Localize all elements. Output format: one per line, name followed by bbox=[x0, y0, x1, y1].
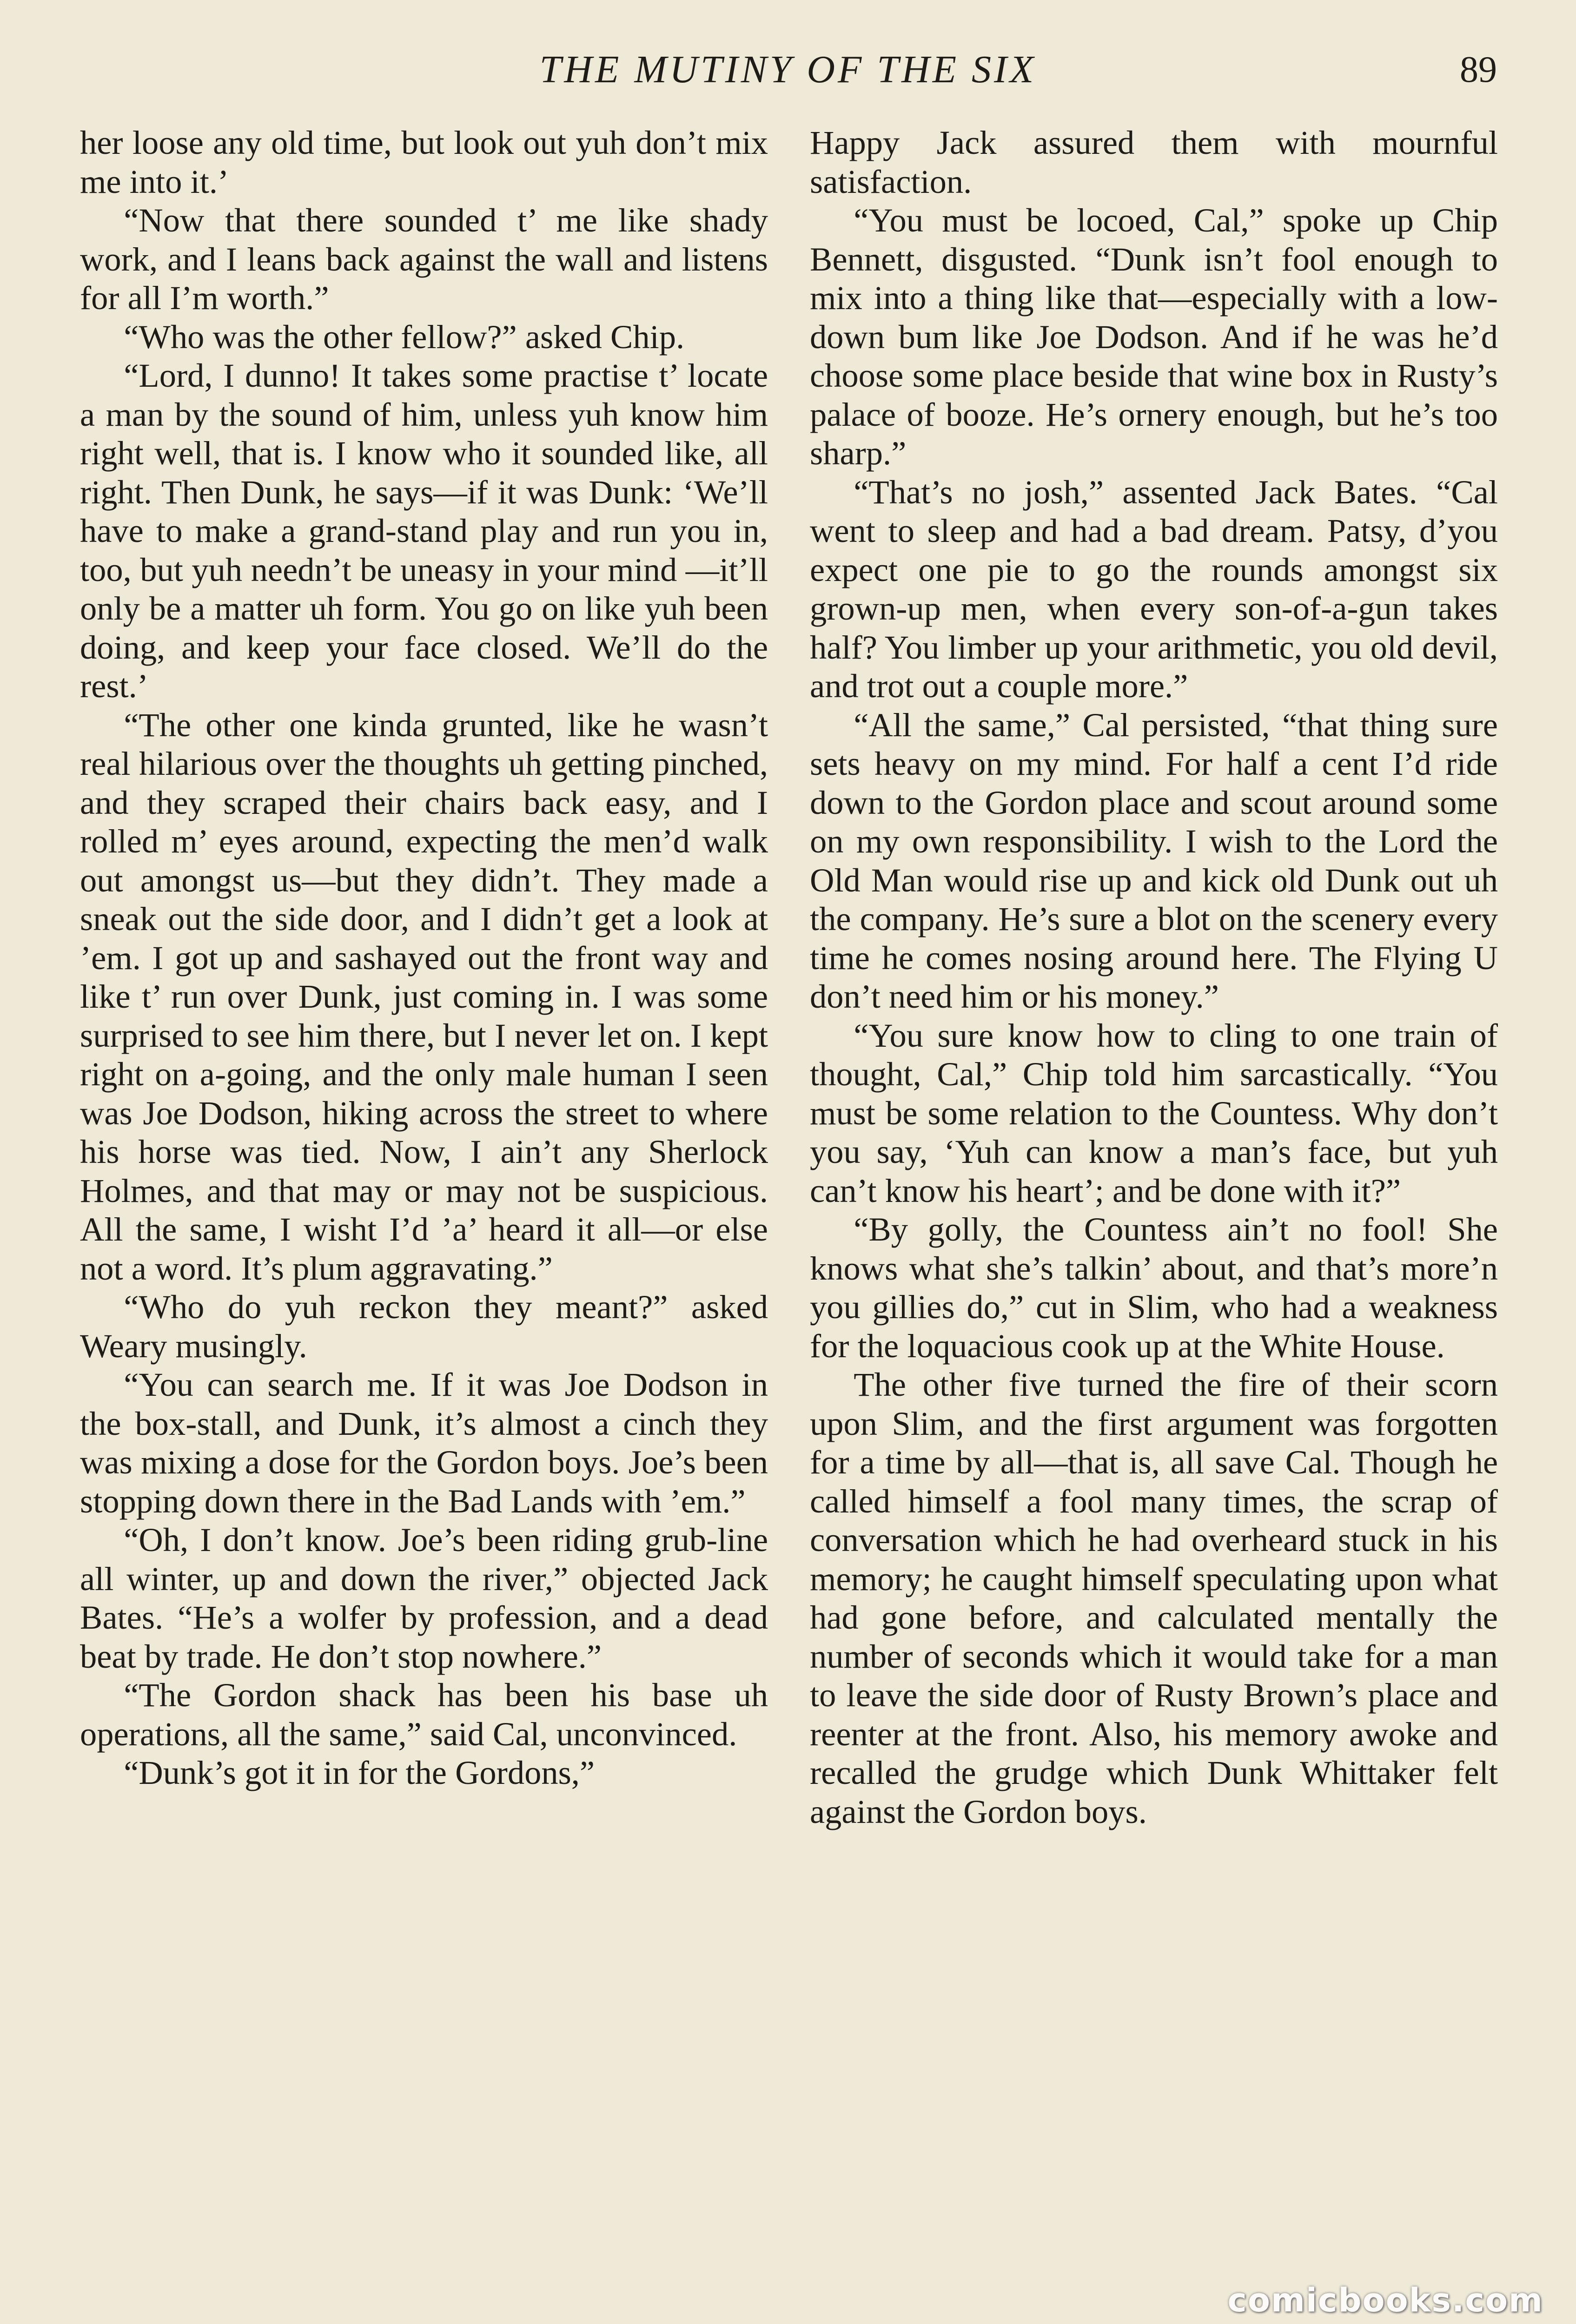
paragraph: “You must be locoed, Cal,” spoke up Chip Bennett, disgusted. “Dunk isn’t fool enough to mix into a thing like that—especially with a low-down bum like Joe Dodson. And if he was he’d choose some place beside that wine box in Rusty’s palace of booze. He’s ornery enough, but he’s too sharp.” bbox=[810, 201, 1498, 472]
paragraph: “You sure know how to cling to one train of thought, Cal,” Chip told him sarcastically. “You must be some relation to the Countess. Why don’t you say, ‘Yuh can know a man’s face, but yuh can’t know his heart’; and be done with it?” bbox=[810, 1016, 1498, 1209]
paragraph: “The Gordon shack has been his base uh operations, all the same,” said Cal, unconvinced. bbox=[80, 1676, 768, 1753]
paragraph: “You can search me. If it was Joe Dodson in the box-stall, and Dunk, it’s almost a cinch they was mixing a dose for the Gordon boys. Joe’s been stopping down there in the Bad Lands with ’em.” bbox=[80, 1366, 768, 1520]
right-column bbox=[810, 123, 1498, 1831]
paragraph: “Dunk’s got it in for the Gordons,” bbox=[124, 1754, 595, 1791]
paragraph: “Lord, I dunno! It takes some practise t’ locate a man by the sound of him, unless yuh know him right well, that is. I know who it sounded like, all right. Then Dunk, he says—if it was Dunk: ‘We’ll have to make a grand-stand play and run you in, too, but yuh needn’t be uneasy in your mind —it’ll only be a matter uh form. You go on like yuh been doing, and keep your face closed. We’ll do the rest.’ bbox=[80, 357, 768, 705]
paragraph: her loose any old time, but look out yuh don’t mix me into it.’ bbox=[80, 124, 768, 200]
paragraph: The other five turned the fire of their scorn upon Slim, and the first argument was forgotten for a time by all—that is, all save Cal. Though he called himself a fool many times, the scrap of conversation which he had overheard stuck in his memory; he caught himself speculating upon what had gone before, and calculated mentally the number of seconds which it would take for a man to leave the side door of Rusty Brown’s place and reenter at the front. Also, his memory awoke and recalled the grudge which Dunk Whittaker felt against the Gordon boys. bbox=[810, 1366, 1498, 1830]
paragraph: Happy Jack assured them with mournful satisfaction. bbox=[810, 124, 1498, 200]
left-column bbox=[80, 123, 768, 1792]
page-number: 89 bbox=[1460, 49, 1497, 90]
paragraph: “Now that there sounded t’ me like shady work, and I leans back against the wall and listens for all I’m worth.” bbox=[80, 201, 768, 317]
paragraph: “By golly, the Countess ain’t no fool! She knows what she’s talkin’ about, and that’s more’n you gillies do,” cut in Slim, who had a weakness for the loquacious cook up at the White House. bbox=[810, 1210, 1498, 1365]
paragraph: “Who was the other fellow?” asked Chip. bbox=[124, 317, 685, 356]
paragraph: “Oh, I don’t know. Joe’s been riding grub-line all winter, up and down the river,” objected Jack Bates. “He’s a wolfer by profession, and a dead beat by trade. He don’t stop nowhere.” bbox=[80, 1521, 768, 1675]
paragraph: “Who do yuh reckon they meant?” asked Weary musingly. bbox=[80, 1288, 768, 1365]
paragraph: “The other one kinda grunted, like he wasn’t real hilarious over the thoughts uh getting pinched, and they scraped their chairs back easy, and I rolled m’ eyes around, expecting the men’d walk out amongst us—but they didn’t. They made a sneak out the side door, and I didn’t get a look at ’em. I got up and sashayed out the front way and like t’ run over Dunk, just coming in. I was some surprised to see him there, but I never let on. I kept right on a-going, and the only male human I seen was Joe Dodson, hiking across the street to where his horse was tied. Now, I ain’t any Sherlock Holmes, and that may or may not be suspicious. All the same, I wisht I’d ’a’ heard it all—or else not a word. It’s plum aggravating.” bbox=[80, 706, 768, 1287]
site-watermark: comicbooks.com bbox=[1227, 2281, 1543, 2319]
paragraph: “All the same,” Cal persisted, “that thing sure sets heavy on my mind. For half a cent I’d ride down to the Gordon place and scout around some on my own responsibility. I wish to the Lord the Old Man would rise up and kick old Dunk out uh the company. He’s sure a blot on the scenery every time he comes nosing around here. The Flying U don’t need him or his money.” bbox=[810, 706, 1498, 1015]
paragraph: “That’s no josh,” assented Jack Bates. “Cal went to sleep and had a bad dream. Patsy, d’you expect one pie to go the rounds amongst six grown-up men, when every son-of-a-gun takes half? You limber up your arithmetic, you old devil, and trot out a couple more.” bbox=[810, 473, 1498, 705]
page-header bbox=[79, 44, 1497, 95]
running-title: THE MUTINY OF THE SIX bbox=[539, 48, 1037, 91]
